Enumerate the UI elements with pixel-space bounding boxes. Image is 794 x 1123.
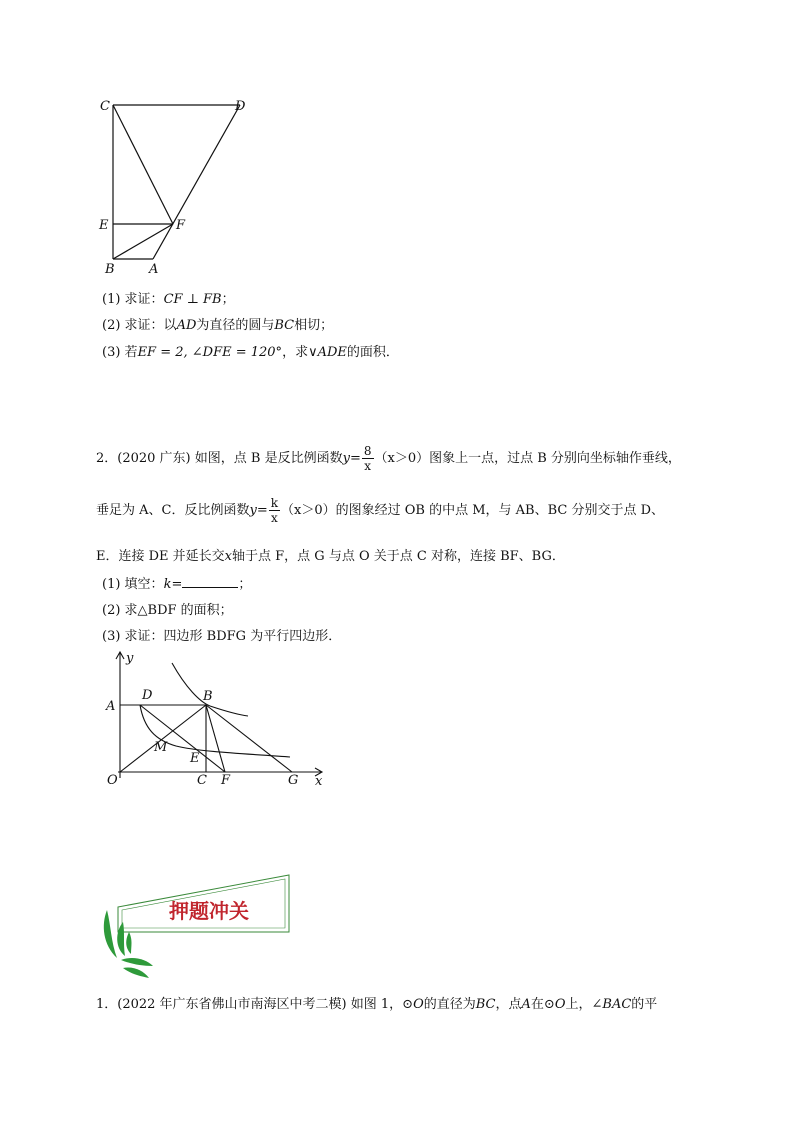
label-G: G	[288, 773, 299, 788]
label-B: B	[105, 262, 115, 277]
label-F: F	[176, 218, 186, 233]
label-D: D	[235, 99, 246, 114]
label-E: E	[190, 751, 200, 766]
q2-part2: (2) 求△BDF 的面积；	[102, 603, 233, 618]
label-C: C	[197, 773, 207, 788]
q1-part1: (1) 求证：CF ⊥ FB；	[102, 292, 235, 307]
q1-part2: (2) 求证：以AD为直径的圆与BC相切；	[102, 318, 334, 333]
label-B: B	[203, 689, 213, 704]
label-A: A	[149, 262, 159, 277]
section-banner	[93, 870, 298, 980]
label-A: A	[106, 699, 116, 714]
fraction-k-over-x: $\frac{k}{x}$	[270, 496, 279, 525]
q3-line1: 1．(2022 年广东省佛山市南海区中考二模) 如图 1，⊙O的直径为BC，点A在⊙O上，∠BAC的平	[96, 997, 658, 1012]
q2-part3: (3) 求证：四边形 BDFG 为平行四边形．	[102, 629, 342, 644]
label-D: D	[142, 688, 153, 703]
banner-title: 押题冲关	[169, 899, 249, 923]
label-C: C	[100, 99, 110, 114]
label-M: M	[154, 740, 168, 755]
label-F: F	[221, 773, 231, 788]
q2-line1: 2．(2020 广东) 如图，点 B 是反比例函数y= $\frac{8}{x}$ （x＞0）图象上一点，过点 B 分别向坐标轴作垂线，	[96, 444, 681, 473]
figure-coordinate	[100, 648, 335, 788]
label-y: y	[126, 651, 134, 666]
q2-part1: (1) 填空：k= ；	[102, 577, 252, 592]
label-x: x	[315, 774, 323, 788]
fraction-8-over-x: $\frac{8}{x}$	[363, 444, 372, 473]
q1-part3: (3) 若EF = 2, ∠DFE = 120°，求∨ADE的面积．	[102, 345, 399, 360]
q2-line2: 垂足为 A、C．反比例函数y= $\frac{k}{x}$ （x＞0）的图象经过 OB 的中点 M，与 AB、BC 分别交于点 D、	[96, 496, 665, 525]
q2-line3: E．连接 DE 并延长交x轴于点 F，点 G 与点 O 关于点 C 对称，连接 BF、BG．	[96, 549, 565, 564]
figure-trapezoid	[95, 90, 265, 280]
label-E: E	[99, 218, 109, 233]
answer-blank	[182, 575, 238, 588]
label-O: O	[107, 773, 118, 788]
